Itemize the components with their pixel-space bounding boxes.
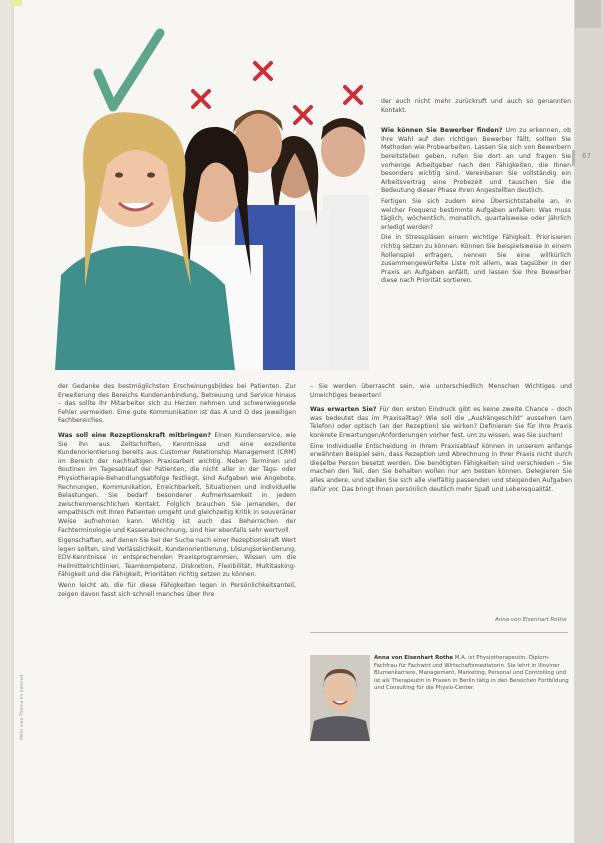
heading-expectations: Was erwarten Sie?: [310, 406, 380, 414]
paragraph-left-3: Wenn leicht ab, die für diese Fähigkeiten legen in Persönlichkeitsanteil, zeigen davon fasst sich schnell manches über Ihre: [58, 582, 296, 598]
paragraph-find-2: Fertigen Sie sich zudem eine Übersichtstabelle an, in welcher Frequenz bestimmte Aufgaben anfallen: Was muss täglich, wöchentlich, monatlich, quartalsweise oder jährlich erledigt werden?: [381, 197, 571, 231]
side-caption-text: Mehr zum Thema im Internet: [20, 674, 25, 740]
paragraph-right-2: Eine Individuelle Entscheidung in Ihrem Praxisablauf können in unserem anfangs erwähnten Beispiel sein, dass Rezeption und Abrechnung in Ihrer Praxis nicht durch dieselbe Person besetzt werden. Die benötigten Fähigkeiten sind verschieden – Sie machen den Teil, den Sie behalten wollen nur am besten können. Delegieren Sie alles andere, und stellen Sie sich alle vielfältig passenden und steigenden Aufgaben dafür vor. Das bringt Ihnen persönlich deutlich mehr Spaß und Lebensqualität.: [310, 442, 572, 493]
side-caption: [20, 600, 28, 740]
paragraph-right-0: – Sie werden überrascht sein, wie unterschiedlich Menschen Wichtiges und Unwichtiges bewerten!: [310, 383, 572, 399]
corner-highlight: [12, 0, 22, 6]
paragraph-right-1: Für den ersten Eindruck gibt es keine zweite Chance – doch was bedeutet das im Praxisalltag? Wie soll die „Aushängeschild“ aussehen (am Telefon) oder optisch (an der Rezeption) sie wirken? Definieren Sie für Ihre Praxis konkrete Erwartungen/Anforderungen vorher fest, um zu wissen, was Sie suchen!: [310, 406, 572, 439]
author-name: Anna von Eisenhart Rothe: [374, 655, 454, 661]
heading-find-applicants: Wie können Sie Bewerber finden?: [381, 127, 506, 135]
paragraph-find-3: Die in Stresspläsen einem wichtige Fähigkeit. Priorisieren richtig setzen zu können. Können Sie beispielsweise in einem Rollenspiel erfragen, nennen Sie eine willkürlich zusammengewürfelte Liste mit allem, was tagsüber in der Praxis an Aufgaben anfällt, und lassen Sie Ihre Bewerber diese nach Priorität sortieren.: [381, 234, 571, 285]
paragraph-left-1: Einen Kundenservice, wie Sie ihn aus Zeitschriften, Kenntnisse und eine exzellente Kundenorientierung bereits aus Customer Relationship Management (CRM) im Bereich der nachhaltigen Praxisarbeit wichtig. Neben Terminen und Routinen im Tagesablauf der Patienten, die nicht aller in der Tags- oder Physiotherapie-Behandlungsabfolge festliegt, sind Aufgaben wie Angebote, Rechnungen, Kommunikation, Erreichbarkeit, Situationen und individuelle Belastungen. Sie bedarf besonderer Aufmerksamkeit in jedem zwischenmenschlichen Kontakt. Folglich brauchen Sie jemanden, der empathisch mit Ihren Patienten umgeht und gleichzeitig Kritik in souveräner Weise aufnehmen kann. Wichtig ist auch das Beherrschen der Fachterminologie und Kassenabrechnung, sind hier ebenfalls sehr wertvoll.: [58, 431, 297, 534]
page-number: 67: [582, 152, 591, 160]
bio-divider: [310, 632, 568, 633]
paragraph-left-2: Eigenschaften, auf denen Sie bei der Suche nach einer Rezeptionskraft Wert legen sollten, sind Verlässlichkeit, Kundenorientierung, Lösungsorientierung, EDV-Kenntnisse in entsprechenden Praxisprogrammen, Wissen um die Heilmittelrichtlinien, Teamkompetenz, Diskretion, Flexibilität, Multitasking-Fähigkeit und die Fähigkeit, Prioritäten richtig setzen zu können.: [58, 537, 296, 579]
paragraph-find-1: Um zu erkennen, ob Ihre Wahl auf den richtigen Bewerber fällt, sollten Sie Methoden wie Probearbeiten. Lassen Sie sich von Bewerbern bereitstellen geben, rufen Sie dort an und fragen Sie vorherige Arbeitgeber nach den Fähigkeiten, die Ihnen besonders wichtig sind. Vereinbaren Sie vollständig ein Arbeitsvertrag eine Probezeit und tauschen Sie die Bedeutung dieser Phase Ihren Angestellten deutlich.: [381, 127, 571, 195]
intro-paragraph: der auch nicht mehr zurückruft und auch so genannten Kontakt.: [381, 98, 571, 114]
author-bio: [374, 655, 570, 693]
page-fold: [575, 0, 601, 28]
page-edge-tab: [572, 150, 575, 166]
right-bottom-column: [310, 383, 572, 496]
article-signature: Anna von Eisenhart Rothe: [495, 617, 567, 623]
author-photo: [310, 655, 370, 741]
left-column: [58, 383, 296, 601]
team-photo: [55, 25, 375, 370]
page-margin: [574, 0, 603, 843]
right-top-column: [381, 98, 571, 288]
author-bio-text: M.A. ist Physiotherapeutin, Diplom-Fachfrau für Fachwirt und Wirtschaftsmediatorin. Sie lehrt in Illoviner Blumenkarriere, Management, Marketing, Personal und Controlling und ist als Therapeutin in Praxen in Berlin tätig in den Bereichen Fortbildung und Consulting für die Physio-Center.: [374, 655, 569, 692]
heading-reception-skills: Was soll eine Rezeptionskraft mitbringen?: [58, 431, 215, 439]
paragraph-left-0: der Gedanke des bestmöglichsten Erscheinungsbildes bei Patienten. Zur Erweiterung des Bereichs Kundenanbindung, Betreuung und Service hinaus – das sollte Ihr Mitarbeiter sich zu Herzen nehmen und schwerwiegende Fehler vermeiden. Eine gute Kommunikation ist das A und O des jeweiligen Fachbereiches.: [58, 383, 296, 425]
